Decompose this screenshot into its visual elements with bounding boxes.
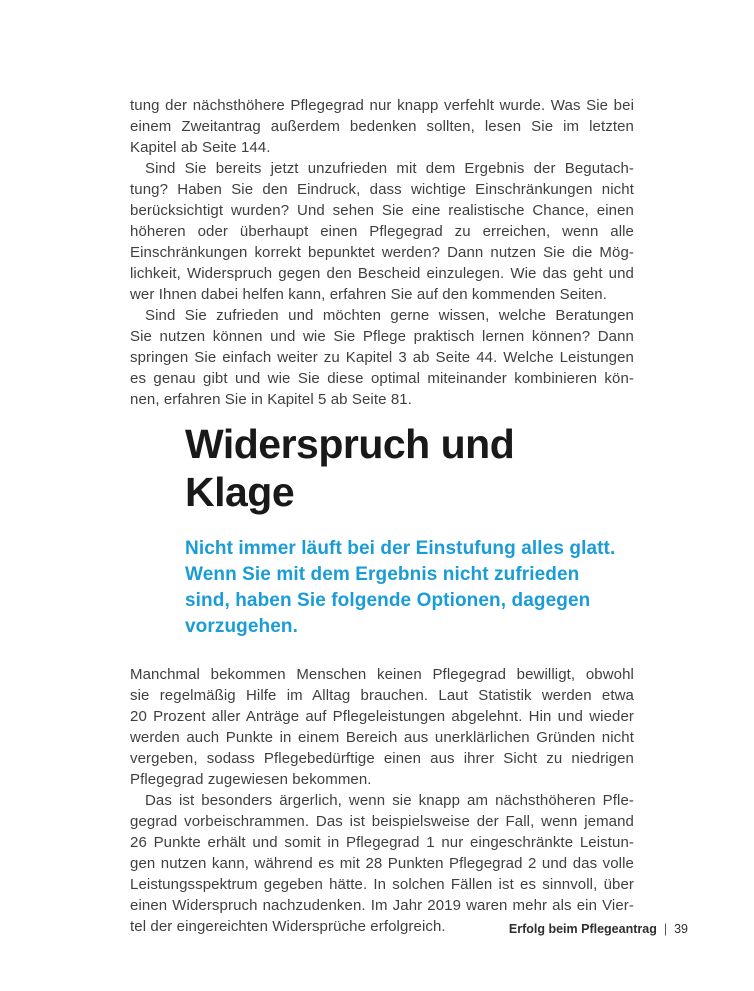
paragraph <box>130 95 634 158</box>
subtitle-line: sind, haben Sie folgende Optionen, dagegen <box>185 590 591 611</box>
subtitle-line: Nicht immer läuft bei der Einstufung alles glatt. <box>185 538 616 559</box>
text-line: gegrad vorbeischrammen. Das ist beispielsweise der Fall, wenn jemand <box>130 813 634 830</box>
chapter-title: Widerspruch und Klage <box>185 421 515 515</box>
text-line: Sind Sie zufrieden und möchten gerne wissen, welche Beratungen <box>145 307 634 324</box>
text-line: einem Zweitantrag außerdem bedenken sollten, lesen Sie im letzten <box>130 118 634 135</box>
text-line: wer Ihnen dabei helfen kann, erfahren Sie auf den kommenden Seiten. <box>130 286 608 303</box>
intro-paragraphs <box>130 95 634 410</box>
text-line: vergeben, sodass Pflegebedürftige einen aus ihrer Sicht zu niedrigen <box>130 750 634 767</box>
text-line: Manchmal bekommen Menschen keinen Pflegegrad bewilligt, obwohl <box>130 666 634 683</box>
text-line: Leistungsspektrum gegeben hätte. In solchen Fällen ist es sinnvoll, über <box>130 876 634 893</box>
subtitle-line: Wenn Sie mit dem Ergebnis nicht zufrieden <box>185 564 580 585</box>
text-line: lichkeit, Widerspruch gegen den Bescheid einzulegen. Wie das geht und <box>130 265 634 282</box>
text-line: tel der eingereichten Widersprüche erfolgreich. <box>130 918 446 935</box>
text-line: Kapitel ab Seite 144. <box>130 139 271 156</box>
text-line: tung? Haben Sie den Eindruck, dass wichtige Einschränkungen nicht <box>130 181 634 198</box>
paragraph <box>130 305 634 410</box>
paragraph <box>130 158 634 305</box>
body-paragraphs <box>130 664 634 937</box>
text-line: 26 Punkte erhält und somit in Pflegegrad 1 nur eingeschränkte Leistun- <box>130 834 634 851</box>
page-number: 39 <box>674 922 688 936</box>
text-line: Das ist besonders ärgerlich, wenn sie knapp am nächsthöheren Pfle- <box>145 792 634 809</box>
text-line: einen Widerspruch nachzudenken. Im Jahr 2019 waren mehr als ein Vier- <box>130 897 634 914</box>
subtitle-line: vorzugehen. <box>185 616 299 637</box>
text-line: Sie nutzen können und wie Sie Pflege praktisch lernen können? Dann <box>130 328 634 345</box>
text-line: Einschränkungen korrekt bepunktet werden? Dann nutzen Sie die Mög- <box>130 244 634 261</box>
text-line: springen Sie einfach weiter zu Kapitel 3 ab Seite 44. Welche Leistungen <box>130 349 634 366</box>
text-line: gen nutzen kann, während es mit 28 Punkten Pflegegrad 2 und das volle <box>130 855 634 872</box>
page-footer <box>509 921 688 937</box>
chapter-subtitle <box>185 536 634 640</box>
text-line: nen, erfahren Sie in Kapitel 5 ab Seite 81. <box>130 391 412 408</box>
text-line: 20 Prozent aller Anträge auf Pflegeleistungen abgelehnt. Hin und wieder <box>130 708 634 725</box>
text-line: es genau gibt und wie Sie diese optimal miteinander kombinieren kön- <box>130 370 634 387</box>
text-line: Sind Sie bereits jetzt unzufrieden mit dem Ergebnis der Begutach- <box>145 160 634 177</box>
text-line: sie regelmäßig Hilfe im Alltag brauchen. Laut Statistik werden etwa <box>130 687 634 704</box>
page-content <box>130 95 634 937</box>
running-title: Erfolg beim Pflegeantrag <box>508 922 657 936</box>
text-line: werden auch Punkte in einem Bereich aus unerklärlichen Gründen nicht <box>130 729 634 746</box>
paragraph <box>130 790 634 937</box>
text-line: Pflegegrad zugewiesen bekommen. <box>130 771 372 788</box>
text-line: tung der nächsthöhere Pflegegrad nur knapp verfehlt wurde. Was Sie bei <box>130 97 634 114</box>
paragraph <box>130 664 634 790</box>
footer-separator: | <box>663 922 668 936</box>
text-line: berücksichtigt wurden? Und sehen Sie eine realistische Chance, einen <box>130 202 634 219</box>
text-line: höheren oder überhaupt einen Pflegegrad zu erreichen, wenn alle <box>130 223 634 240</box>
